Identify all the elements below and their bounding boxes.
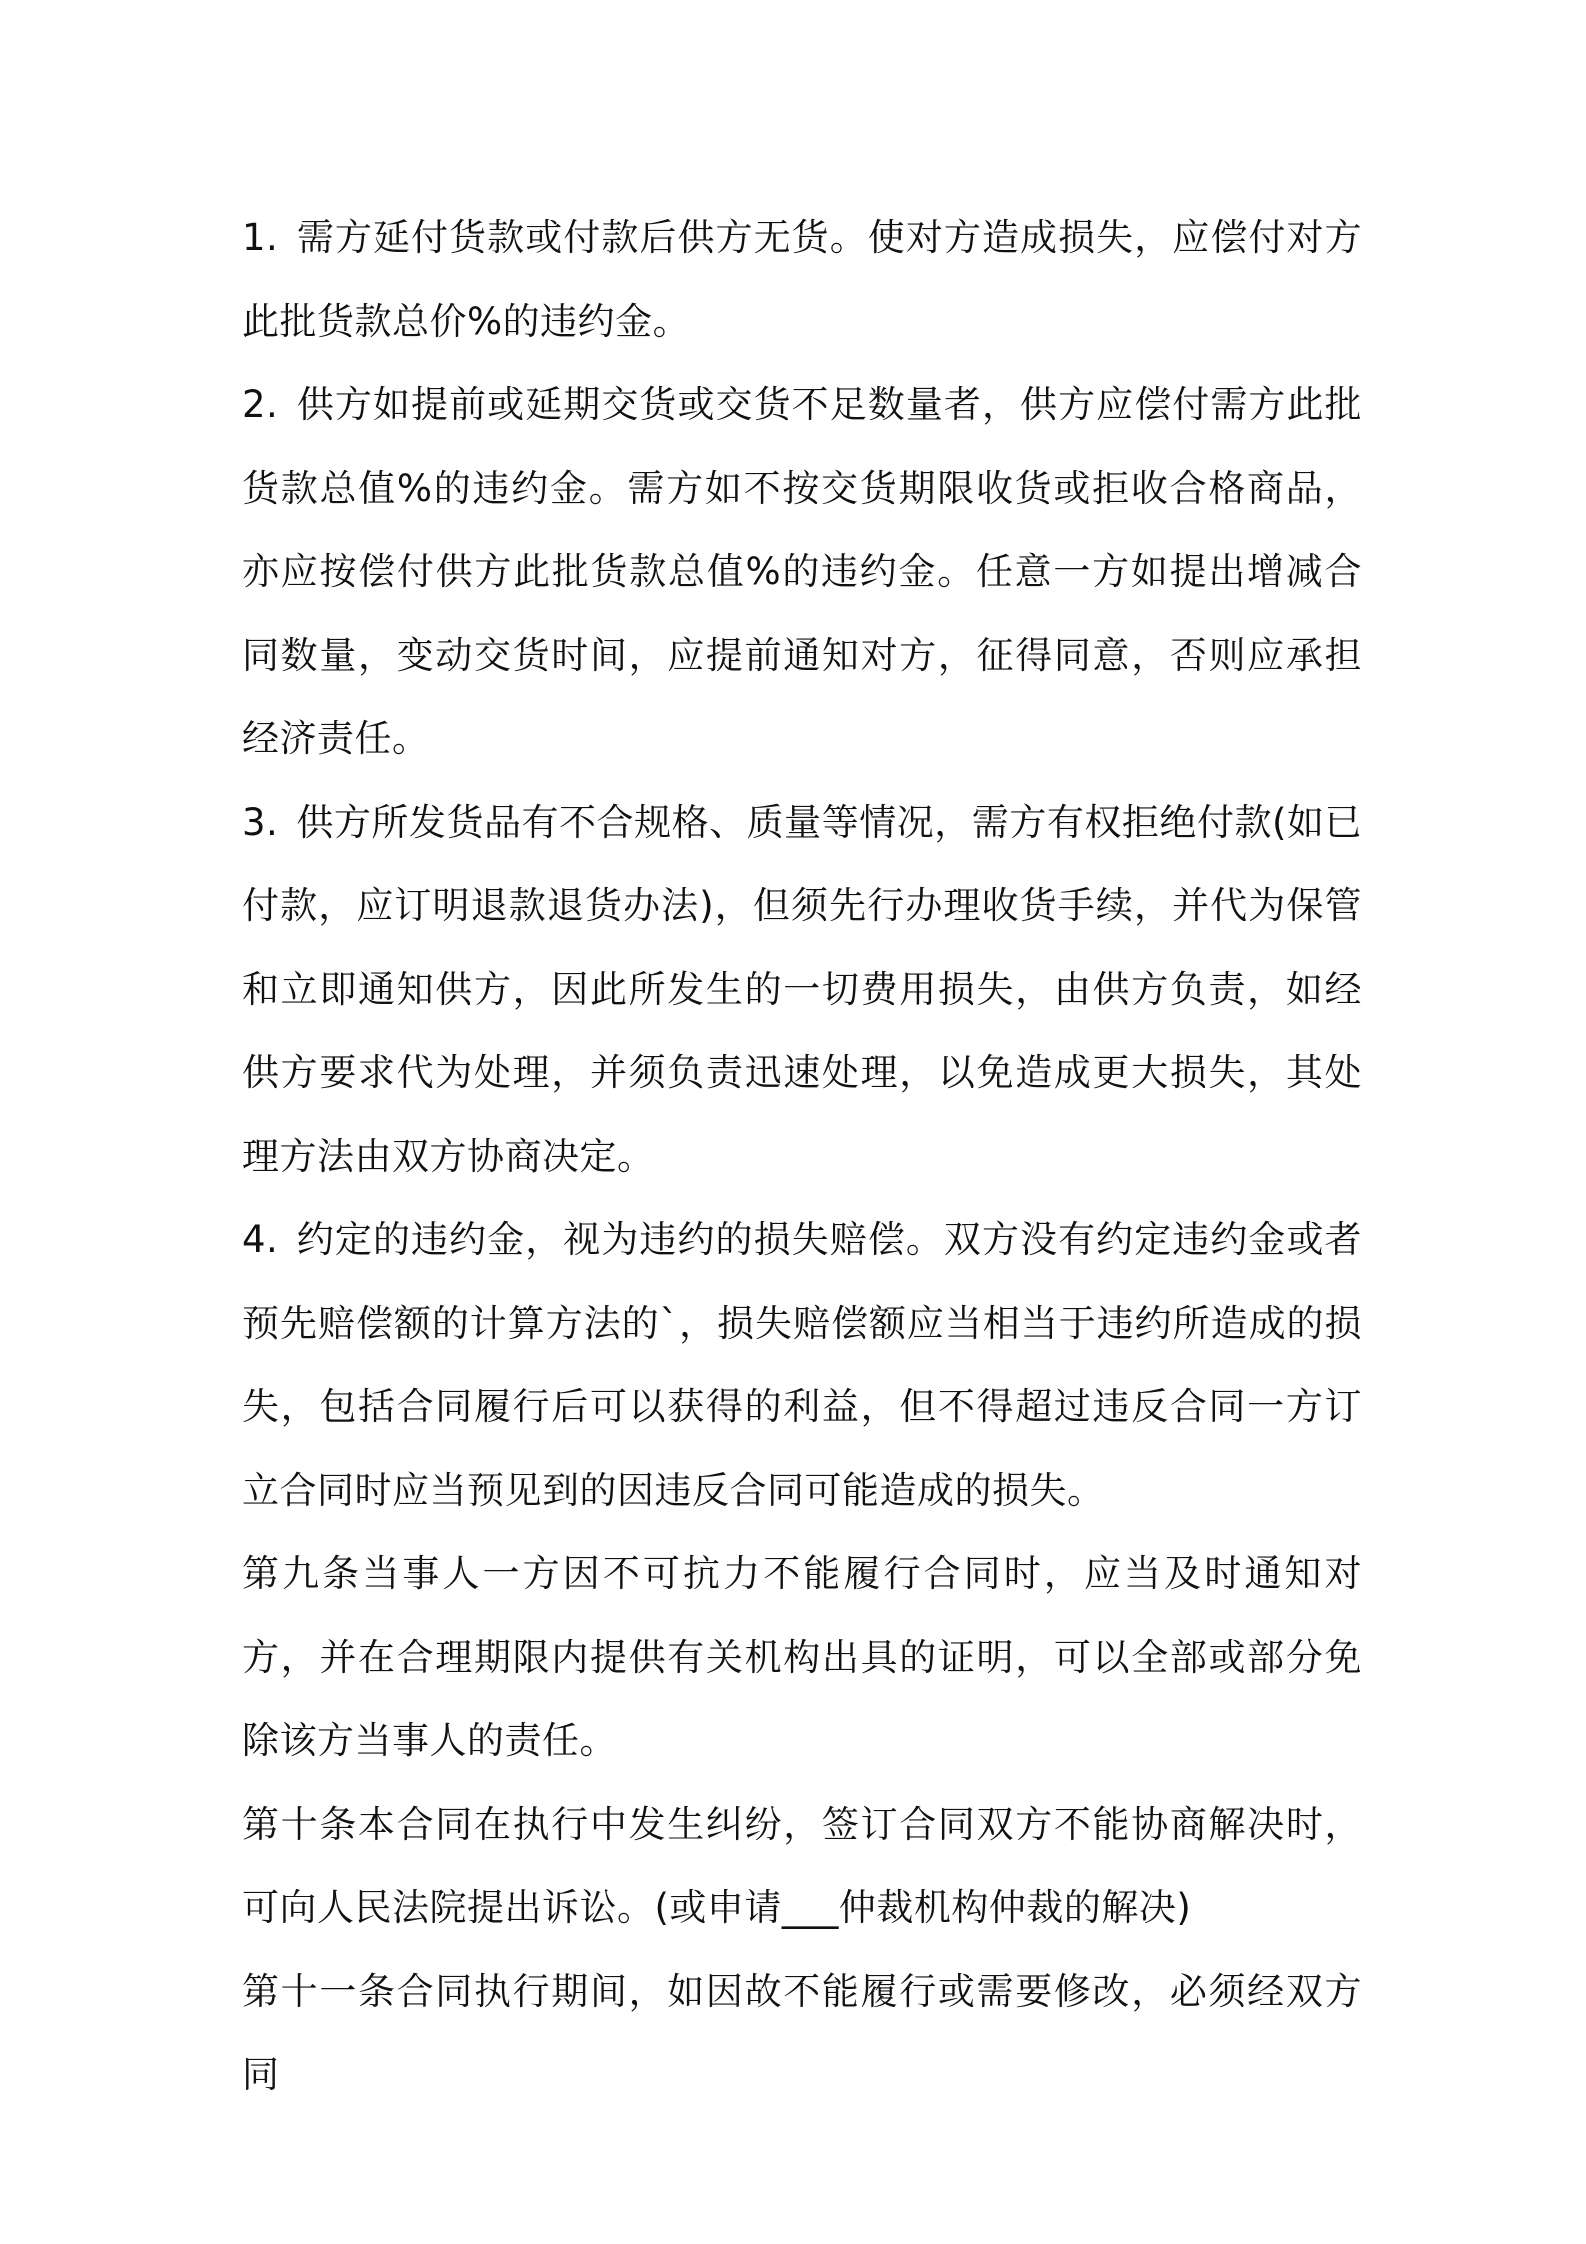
clause-number: 3.	[242, 800, 279, 844]
clause-text: 供方如提前或延期交货或交货不足数量者，供方应偿付需方此批货款总值%的违约金。需方如不按交货期限收货或拒收合格商品，亦应按偿付供方此批货款总值%的违约金。任意一方如提出增减合同数量，变动交货时间，应提前通知对方，征得同意，否则应承担经济责任。	[242, 383, 1362, 760]
clause-item-3	[242, 781, 1362, 1199]
clause-number: 2.	[242, 383, 279, 426]
clause-text: 约定的违约金，视为违约的损失赔偿。双方没有约定违约金或者预先赔偿额的计算方法的`，损失赔偿额应当相当于违约所造成的损失，包括合同履行后可以获得的利益，但不得超过违反合同一方订立合同时应当预见到的因违反合同可能造成的损失。	[242, 1218, 1362, 1512]
clause-text: 供方所发货品有不合规格、质量等情况，需方有权拒绝付款(如已付款，应订明退款退货办法)，但须先行办理收货手续，并代为保管和立即通知供方，因此所发生的一切费用损失，由供方负责，如经供方要求代为处理，并须负责迅速处理，以免造成更大损失，其处理方法由双方协商决定。	[242, 800, 1362, 1178]
clause-number: 1.	[242, 216, 279, 259]
article-text: 第十条本合同在执行中发生纠纷，签订合同双方不能协商解决时，可向人民法院提出诉讼。(或申请___仲裁机构仲裁的解决)	[242, 1802, 1362, 1929]
clause-item-1	[242, 196, 1362, 363]
article-10	[242, 1783, 1362, 1950]
clause-item-4	[242, 1198, 1362, 1532]
clause-number: 4.	[242, 1218, 279, 1261]
clause-text: 需方延付货款或付款后供方无货。使对方造成损失，应偿付对方此批货款总价%的违约金。	[242, 216, 1362, 343]
article-9	[242, 1532, 1362, 1783]
article-text: 第九条当事人一方因不可抗力不能履行合同时，应当及时通知对方，并在合理期限内提供有关机构出具的证明，可以全部或部分免除该方当事人的责任。	[242, 1552, 1362, 1762]
article-text: 第十一条合同执行期间，如因故不能履行或需要修改，必须经双方同	[242, 1969, 1362, 2096]
clause-item-2	[242, 363, 1362, 781]
article-11	[242, 1950, 1362, 2117]
document-body	[242, 196, 1362, 2117]
